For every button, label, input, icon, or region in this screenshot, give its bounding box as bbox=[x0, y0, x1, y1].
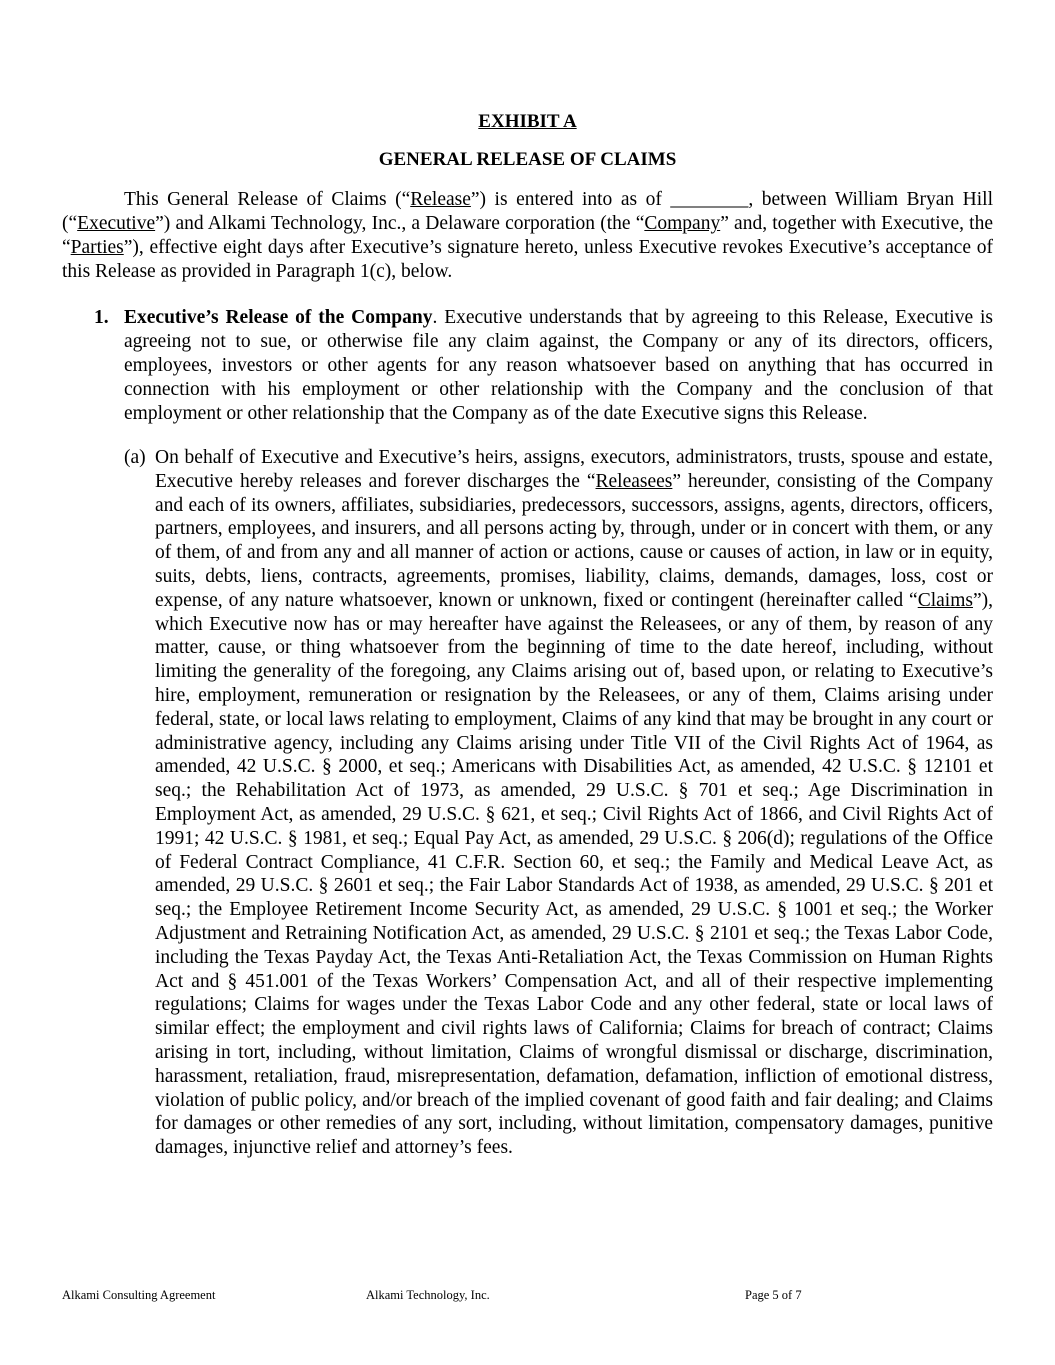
section-number: 1. bbox=[94, 307, 109, 328]
defined-term-executive: Executive bbox=[77, 213, 156, 234]
defined-term-parties: Parties bbox=[70, 237, 124, 258]
section-heading: Executive’s Release of the Company bbox=[124, 307, 433, 328]
defined-term-claims: Claims bbox=[917, 589, 973, 611]
defined-term-release: Release bbox=[410, 189, 471, 210]
exhibit-heading: EXHIBIT A bbox=[478, 111, 577, 132]
subsection-label: (a) bbox=[124, 447, 146, 468]
defined-term-releasees: Releasees bbox=[595, 470, 673, 492]
subsection-a bbox=[124, 446, 993, 1160]
section-1 bbox=[94, 306, 993, 426]
defined-term-company: Company bbox=[644, 213, 721, 234]
intro-paragraph bbox=[62, 188, 993, 284]
intro-text-2: ”) is entered into as of ________, between William Bryan Hill (“ bbox=[62, 189, 994, 234]
footer-center: Alkami Technology, Inc. bbox=[366, 1288, 490, 1302]
footer-left: Alkami Consulting Agreement bbox=[62, 1288, 216, 1302]
section-body: . Executive understands that by agreeing to this Release, Executive is agreeing not to sue, or otherwise file any claim against, the Company or any of its directors, officers, employees, investors or other agents for any reason whatsoever based on anything that has occurred in connection with his employment or other relationship with the Company and the conclusion of that employment or other relationship that the Company as of the date Executive signs this Release. bbox=[124, 307, 993, 424]
intro-text-5: ”), effective eight days after Executive’s signature hereto, unless Executive revokes Executive’s acceptance of this Release as provided in Paragraph 1(c), below. bbox=[62, 237, 993, 282]
document-page bbox=[62, 108, 993, 1160]
subsection-text-3: ”), which Executive now has or may hereafter have against the Releasees, or any of them, by reason of any matter, cause, or thing whatsoever from the beginning of time to the date hereof, including, without limiting the generality of the foregoing, any Claims arising out of, based upon, or relating to Executive’s hire, employment, remuneration or resignation by the Releasees, or any of them, Claims arising under federal, state, or local laws relating to employment, Claims of any kind that may be brought in any court or administrative agency, including any Claims arising under Title VII of the Civil Rights Act of 1964, as amended, 42 U.S.C. § 2000, et seq.; Americans with Disabilities Act, as amended, 42 U.S.C. § 12101 et seq.; the Rehabilitation Act of 1973, as amended, 29 U.S.C. § 701 et seq.; Age Discrimination in Employment Act, as amended, 29 U.S.C. § 621, et seq.; Civil Rights Act of 1866, and Civil Rights Act of 1991; 42 U.S.C. § 1981, et seq.; Equal Pay Act, as amended, 29 U.S.C. § 206(d); regulations of the Office of Federal Contract Compliance, 41 C.F.R. Section 60, et seq.; the Family and Medical Leave Act, as amended, 29 U.S.C. § 2601 et seq.; the Fair Labor Standards Act of 1938, as amended, 29 U.S.C. § 201 et seq.; the Employee Retirement Income Security Act, as amended, 29 U.S.C. § 1001 et seq.; the Worker Adjustment and Retraining Notification Act, as amended, 29 U.S.C. § 2101 et seq.; the Texas Labor Code, including the Texas Payday Act, the Texas Anti-Retaliation Act, the Texas Commission on Human Rights Act and § 451.001 of the Texas Workers’ Compensation Act, and all of their respective implementing regulations; Claims for wages under the Texas Labor Code and any other federal, state or local laws of similar effect; the employment and civil rights laws of California; Claims for breach of contract; Claims arising in tort, including, without limitation, Claims of wrongful dismissal or discharge, discrimination, harassment, retaliation, fraud, misrepresentation, defamation, defamation, infliction of emotional distress, violation of public policy, and/or breach of the implied covenant of good faith and fair dealing; and Claims for damages or other remedies of any sort, including, without limitation, compensatory damages, punitive damages, injunctive relief and attorney’s fees. bbox=[155, 589, 993, 1159]
intro-text-1: This General Release of Claims (“ bbox=[124, 189, 411, 210]
subsection-text-2: ” hereunder, consisting of the Company and each of its owners, affiliates, subsidiaries, predecessors, successors, assigns, agents, directors, officers, partners, employees, and insurers, and all persons acting by, through, under or in concert with them, or any of them, of and from any and all manner of action or actions, cause or causes of action, in law or in equity, suits, debts, liens, contracts, agreements, promises, liability, claims, demands, damages, loss, cost or expense, of any nature whatsoever, known or unknown, fixed or contingent (hereinafter called “ bbox=[155, 470, 993, 611]
subsection-text-1: On behalf of Executive and Executive’s heirs, assigns, executors, administrators, trusts, spouse and estate, Executive hereby releases and forever discharges the “ bbox=[155, 447, 993, 492]
intro-text-4: ” and, together with Executive, the “ bbox=[62, 213, 994, 258]
document-title: GENERAL RELEASE OF CLAIMS bbox=[378, 149, 677, 170]
intro-text-3: ”) and Alkami Technology, Inc., a Delaware corporation (the “ bbox=[155, 213, 645, 234]
footer-page-number: Page 5 of 7 bbox=[745, 1288, 802, 1302]
